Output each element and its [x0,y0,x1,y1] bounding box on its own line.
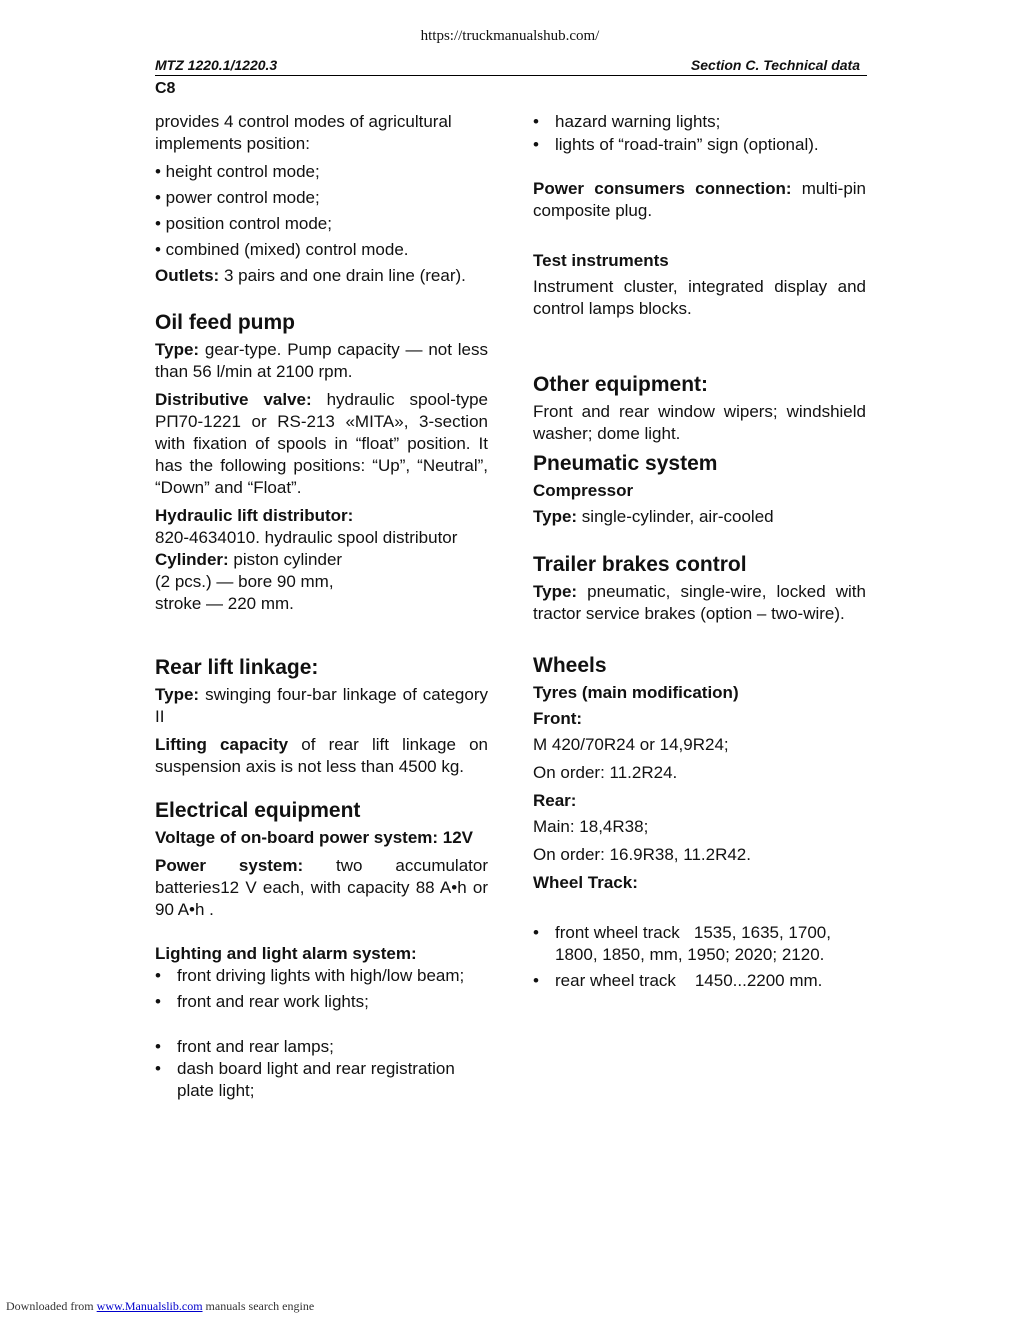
trailer-brakes-heading: Trailer brakes control [533,553,747,576]
tyres-label: Tyres (main modification) [533,683,739,702]
test-instruments-label: Test instruments [533,251,669,270]
lift-distributor-label: Hydraulic lift distributor: [155,506,354,525]
compressor-type-label: Type: [533,507,578,526]
footer-prefix: Downloaded from [6,1299,97,1313]
list-item: • front wheel track 1535, 1635, 1700, 1800, 1850, mm, 1950; 2020; 2120. [533,923,836,964]
compressor-type-text [533,506,866,528]
compressor-label: Compressor [533,481,634,500]
list-item-text: front and rear work lights; [177,992,369,1011]
pump-type-label: Type: [155,340,200,359]
power-system-text [155,855,488,921]
trailer-type-label: Type: [533,582,578,601]
mode-item: • power control mode; [155,188,320,207]
list-item-text: front wheel track 1535, 1635, 1700, 1800, 1850, mm, 1950; 2020; 2120. [555,923,836,964]
list-item: • front and rear lamps; [155,1037,334,1056]
header-model: MTZ 1220.1/1220.3 [155,57,278,73]
pneumatic-heading: Pneumatic system [533,452,718,475]
linkage-heading: Rear lift linkage: [155,656,319,679]
list-item-text: dash board light and rear registration plate light; [177,1059,455,1100]
list-item: • dash board light and rear registration plate light; [155,1059,455,1100]
consumers-text [533,178,866,222]
cylinder-line2: (2 pcs.) — bore 90 mm, [155,572,334,591]
front-tyres-order: On order: 11.2R24. [533,763,678,782]
cylinder-label: Cylinder: [155,550,229,569]
list-item: • front and rear work lights; [155,992,369,1011]
list-item: • hazard warning lights; [533,112,721,131]
lifting-capacity-text [155,734,488,778]
valve-text [155,389,488,499]
list-item-text: front driving lights with high/low beam; [177,966,465,985]
oil-pump-heading: Oil feed pump [155,311,296,334]
cylinder-text [155,549,488,615]
rear-label: Rear: [533,791,577,810]
list-item-text: front and rear lamps; [177,1037,334,1056]
outlets-text [155,265,488,287]
front-label: Front: [533,709,583,728]
rear-tyres-order: On order: 16.9R38, 11.2R42. [533,845,751,864]
left-column [155,111,488,1106]
voltage-label: Voltage of on-board power system: 12V [155,828,474,847]
consumers-value: multi-pin composite plug. [533,179,867,220]
linkage-type-text [155,684,488,728]
list-item: • front driving lights with high/low beam; [155,966,465,985]
consumers-label: Power consumers connection: [533,179,792,198]
rear-tyres-main: Main: 18,4R38; [533,817,649,836]
cylinder-line3: stroke — 220 mm. [155,594,294,613]
intro-text: provides 4 control modes of agricultural implements position: [155,112,452,153]
power-system-label: Power system: [155,856,304,875]
lifting-capacity-label: Lifting capacity [155,735,289,754]
mode-item: • height control mode; [155,162,320,181]
page-number: C8 [155,80,176,97]
trailer-type-text [533,581,866,625]
test-instruments-text: Instrument cluster, integrated display and control lamps blocks. [533,277,866,318]
linkage-type-value: swinging four-bar linkage of category II [155,685,488,726]
pump-type-text [155,339,488,383]
lighting-label: Lighting and light alarm system: [155,944,417,963]
mode-item: • position control mode; [155,214,332,233]
header-rule [155,75,867,76]
front-tyres-main: M 420/70R24 or 14,9R24; [533,735,729,754]
header-section: Section C. Technical data [690,57,860,73]
lift-distributor-text: 820-4634010. hydraulic spool distributor [155,528,458,547]
source-url: https://truckmanualshub.com/ [420,28,600,44]
wheel-track-label: Wheel Track: [533,873,638,892]
trailer-type-value: pneumatic, single-wire, locked with tractor service brakes (option – two-wire). [533,582,866,623]
power-system-value: two accumulator batteries12 V each, with capacity 88 A•h or 90 A•h . [155,856,489,919]
valve-label: Distributive valve: [155,390,312,409]
outlets-value: 3 pairs and one drain line (rear). [219,266,466,285]
list-item-text: lights of “road-train” sign (optional). [555,135,819,154]
other-equipment-heading: Other equipment: [533,373,709,396]
list-item: • lights of “road-train” sign (optional). [533,135,819,154]
footer-suffix: manuals search engine [202,1299,315,1313]
valve-value: hydraulic spool-type РП70-1221 or RS-213 «MITA», 3-section with fixation of spools in “float” position. It has the following positions: “Up”, “Neutral”, “Down” and “Float”. [155,390,488,497]
other-equipment-text: Front and rear window wipers; windshield washer; dome light. [533,402,866,443]
linkage-type-label: Type: [155,685,200,704]
right-column [533,111,866,996]
list-item: • rear wheel track 1450...2200 mm. [533,971,823,990]
electrical-heading: Electrical equipment [155,799,361,822]
lifting-capacity-value: of rear lift linkage on suspension axis is not less than 4500 kg. [155,735,488,776]
list-item-text: hazard warning lights; [555,112,721,131]
outlets-label: Outlets: [155,266,220,285]
list-item-text: rear wheel track 1450...2200 mm. [555,971,823,990]
pump-type-value: gear-type. Pump capacity — not less than 56 l/min at 2100 rpm. [155,340,488,381]
manualslib-link[interactable]: www.Manualslib.com [96,1299,203,1313]
cylinder-line1: piston cylinder [228,550,343,569]
wheels-heading: Wheels [533,654,607,677]
mode-item: • combined (mixed) control mode. [155,240,409,259]
compressor-type-value: single-cylinder, air-cooled [577,507,774,526]
footer [6,1299,314,1314]
